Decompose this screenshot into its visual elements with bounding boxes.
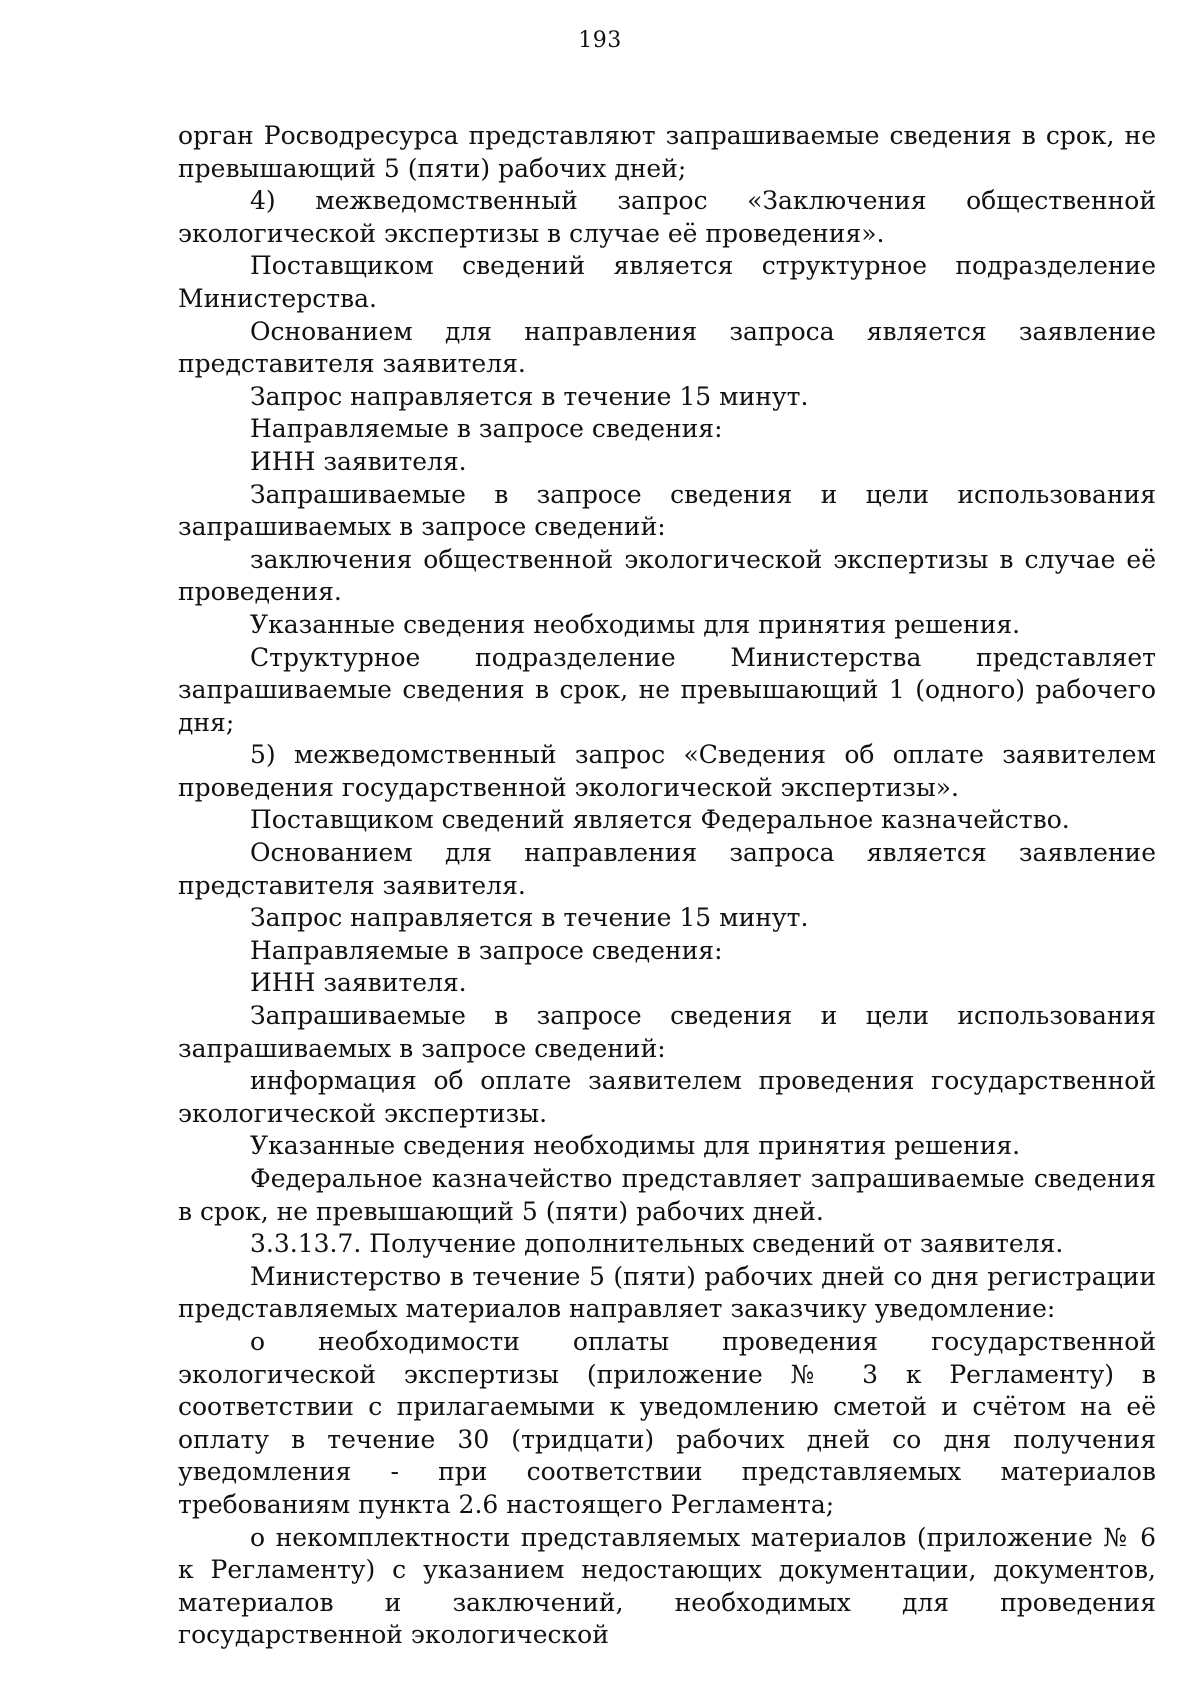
paragraph: Федеральное казначейство представляет запрашиваемые сведения в срок, не превышающий 5 (пяти) рабочих дней. xyxy=(178,1164,1156,1226)
paragraph: ИНН заявителя. xyxy=(250,446,467,476)
paragraph: Указанные сведения необходимы для принятия решения. xyxy=(250,1131,1021,1161)
paragraph: о некомплектности представляемых материалов (приложение № 6 к Регламенту) с указанием недостающих документации, документов, материалов и заключений, необходимых для проведения государственной экологической xyxy=(178,1522,1156,1650)
page-number: 193 xyxy=(578,28,622,53)
paragraph: заключения общественной экологической экспертизы в случае её проведения. xyxy=(178,544,1156,607)
paragraph: Направляемые в запросе сведения: xyxy=(250,935,723,965)
paragraph: Основанием для направления запроса является заявление представителя заявителя. xyxy=(178,316,1156,379)
paragraph: Запрашиваемые в запросе сведения и цели использования запрашиваемых в запросе сведений: xyxy=(178,479,1156,542)
paragraph: Структурное подразделение Министерства представляет запрашиваемые сведения в срок, не превышающий 1 (одного) рабочего дня; xyxy=(178,642,1156,737)
paragraph: ИНН заявителя. xyxy=(250,968,467,998)
paragraph: 3.3.13.7. Получение дополнительных сведений от заявителя. xyxy=(250,1229,1064,1259)
paragraph: 4) межведомственный запрос «Заключения общественной экологической экспертизы в случае её проведения». xyxy=(178,186,1156,248)
paragraph: Министерство в течение 5 (пяти) рабочих дней со дня регистрации представляемых материалов направляет заказчику уведомление: xyxy=(178,1261,1156,1324)
paragraph: Запрос направляется в течение 15 минут. xyxy=(250,381,809,411)
paragraph: орган Росводресурса представляют запрашиваемые сведения в срок, не превышающий 5 (пяти) рабочих дней; xyxy=(178,121,1156,183)
paragraph: Поставщиком сведений является структурное подразделение Министерства. xyxy=(178,251,1156,313)
paragraph: о необходимости оплаты проведения государственной экологической экспертизы (приложение № 3 к Регламенту) в соответствии с прилагаемыми к уведомлению сметой и счётом на её оплату в течение 30 (тридцати) рабочих дней со дня получения уведомления - при соответствии представляемых материалов требованиям пункта 2.6 настоящего Регламента; xyxy=(178,1326,1156,1519)
paragraph: 5) межведомственный запрос «Сведения об оплате заявителем проведения государственной экологической экспертизы». xyxy=(178,740,1156,802)
paragraph: Направляемые в запросе сведения: xyxy=(250,414,723,444)
paragraph: информация об оплате заявителем проведения государственной экологической экспертизы. xyxy=(178,1066,1156,1128)
document-body xyxy=(178,120,1156,1652)
paragraph: Указанные сведения необходимы для принятия решения. xyxy=(250,609,1021,639)
paragraph: Основанием для направления запроса является заявление представителя заявителя. xyxy=(178,838,1156,900)
paragraph: Запрос направляется в течение 15 минут. xyxy=(250,903,809,933)
paragraph: Запрашиваемые в запросе сведения и цели использования запрашиваемых в запросе сведений: xyxy=(178,1001,1156,1063)
paragraph: Поставщиком сведений является Федеральное казначейство. xyxy=(250,805,1070,835)
